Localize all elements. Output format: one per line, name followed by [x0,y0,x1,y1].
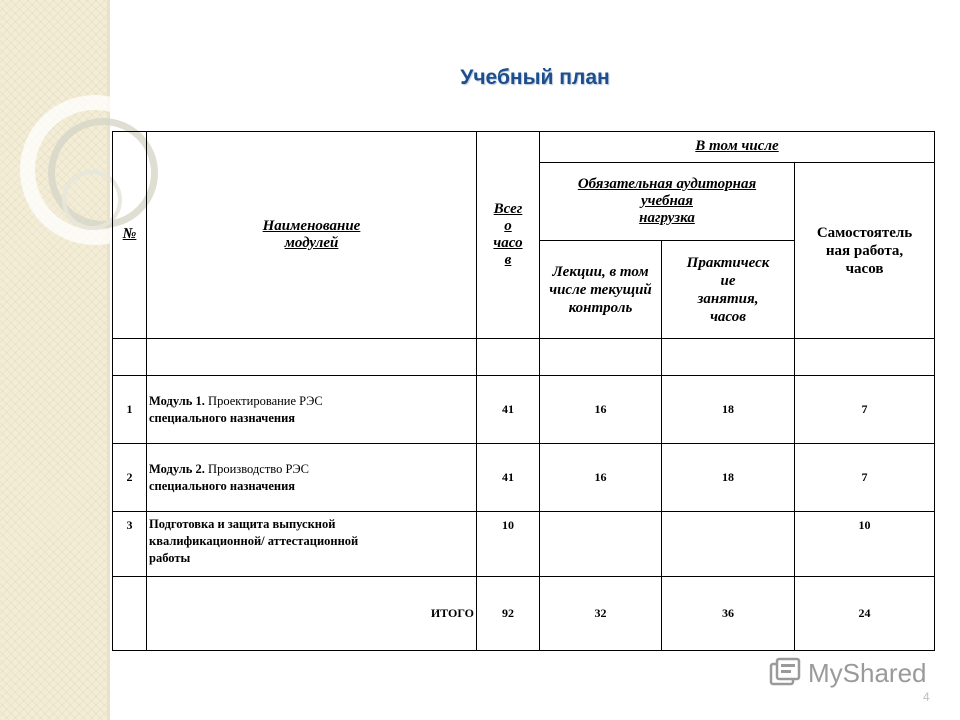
header-practical-line: Практическ [686,254,770,271]
header-mandatory-line: нагрузка [639,210,695,227]
empty-cell [147,339,477,376]
myshared-logo-icon [768,656,802,690]
total-row [113,577,935,651]
row-total: 10 [477,512,540,577]
total-hours: 92 [477,577,540,651]
total-label: ИТОГО [147,577,477,651]
table-row [113,376,935,444]
module-line1: Подготовка и защита выпускной [149,517,336,531]
module-label: Модуль 1. [149,393,205,408]
empty-cell [540,339,662,376]
row-module-name [147,512,477,577]
header-module-name-line: модулей [284,235,339,251]
row-total: 41 [477,376,540,444]
header-module-name-line: Наименование [262,217,361,234]
header-mandatory-line: учебная [640,192,694,209]
empty-cell [113,339,147,376]
module-label: Модуль 2. [149,461,205,476]
header-lectures: Лекции, в том числе текущий контроль [540,241,662,339]
header-module-name [147,132,477,339]
header-total-line: Всег [493,200,523,217]
header-self-work [795,163,935,339]
row-practical [662,512,795,577]
module-line2: квалификационной/ аттестационной [149,533,359,548]
row-lectures: 16 [540,376,662,444]
row-module-name [147,444,477,512]
row-practical: 18 [662,376,795,444]
empty-cell [477,339,540,376]
header-practical [662,241,795,339]
row-lectures [540,512,662,577]
empty-cell [795,339,935,376]
header-number: № [113,132,147,339]
module-text: Проектирование РЭС [204,393,323,408]
module-text: Производство РЭС [204,461,310,476]
watermark [768,656,927,690]
header-practical-line: ие [720,272,736,289]
row-selfwork: 7 [795,376,935,444]
total-selfwork: 24 [795,577,935,651]
row-module-name [147,376,477,444]
header-practical-line: занятия, [697,290,759,307]
empty-row [113,339,935,376]
page-title: Учебный план [460,66,610,89]
header-total-line: о [504,217,512,234]
row-practical: 18 [662,444,795,512]
row-selfwork: 10 [795,512,935,577]
row-index: 1 [113,376,147,444]
header-mandatory-load [540,163,795,241]
header-total-hours [477,132,540,339]
page-number: 4 [923,690,930,704]
row-index: 3 [113,512,147,577]
module-line2: специального назначения [149,410,296,425]
header-mandatory-line: Обязательная аудиторная [577,175,757,192]
row-index: 2 [113,444,147,512]
watermark-text: MyShared [808,657,927,688]
module-line3: работы [149,550,191,565]
row-selfwork: 7 [795,444,935,512]
row-total: 41 [477,444,540,512]
table-row [113,512,935,577]
total-lectures: 32 [540,577,662,651]
table-row [113,444,935,512]
row-lectures: 16 [540,444,662,512]
header-total-line: часо [493,235,523,251]
module-line2: специального назначения [149,478,296,493]
header-selfwork-line: часов [845,260,884,277]
header-total-line: в [504,252,512,269]
empty-cell [662,339,795,376]
total-practical: 36 [662,577,795,651]
empty-cell [113,577,147,651]
header-selfwork-line: Самостоятель [816,224,913,241]
curriculum-table [112,131,935,651]
header-selfwork-line: ная работа, [825,242,904,259]
header-practical-line: часов [710,308,746,325]
header-including: В том числе [540,132,935,163]
